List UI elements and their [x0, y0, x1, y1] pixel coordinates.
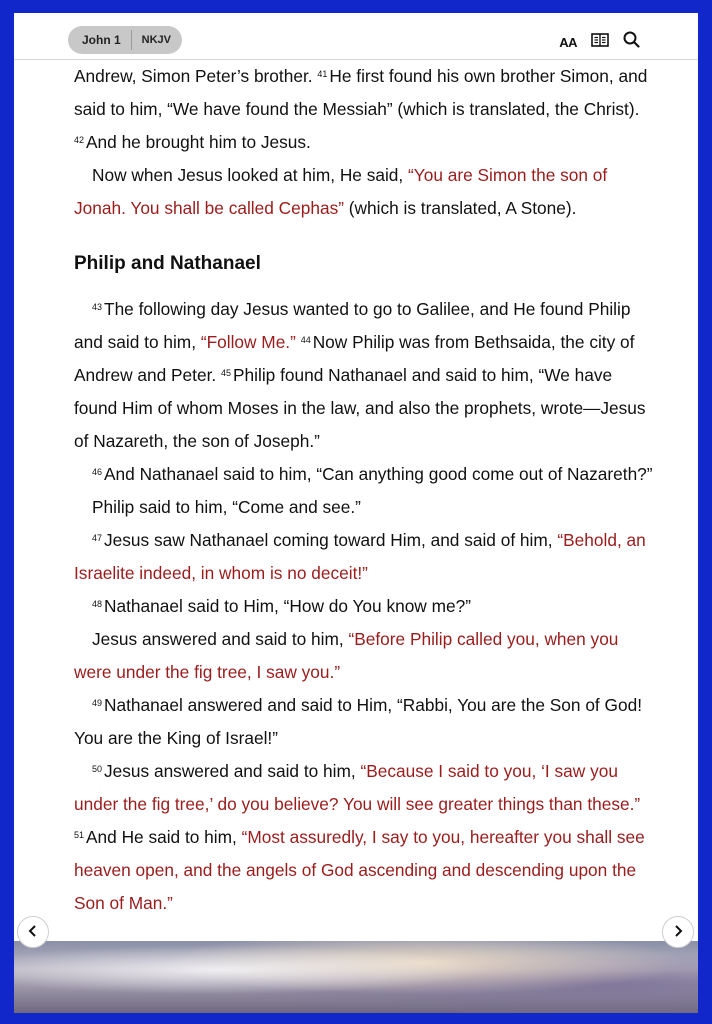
verse-text: Philip said to him, “Come and see.” [92, 497, 361, 517]
text-size-button[interactable]: AA [559, 34, 577, 50]
verse-number: 41 [317, 69, 328, 79]
reader-window [14, 13, 698, 1013]
verse-paragraph [74, 623, 654, 689]
verse-number: 42 [74, 135, 85, 145]
verse-text: He first found his own brother Simon, and said to him, “We have found the Messiah” (which is translated, the Christ). [74, 66, 648, 119]
verse-paragraph [74, 159, 654, 225]
verse-paragraph [74, 293, 654, 458]
verse-paragraph [74, 491, 654, 524]
words-of-jesus: “Most assuredly, I say to you, hereafter you shall see heaven open, and the angels of God ascending and descending upon the Son of Man.” [74, 827, 645, 913]
previous-chapter-button[interactable] [17, 916, 49, 948]
passage-before-heading [74, 60, 654, 225]
verse-number: 46 [92, 467, 103, 477]
words-of-jesus: “Because I said to you, ‘I saw you under the fig tree,’ do you believe? You will see greater things than these.” [74, 761, 641, 814]
verse-number: 49 [92, 698, 103, 708]
version-selector-button[interactable]: NKJV [141, 34, 172, 46]
verse-text: Andrew, Simon Peter’s brother. [74, 66, 318, 86]
verse-text: Now when Jesus looked at him, He said, [92, 165, 409, 185]
scripture-text [74, 60, 654, 920]
verse-text: And Nathanael said to him, “Can anything good come out of Nazareth?” [104, 464, 653, 484]
verse-text: Philip found Nathanael and said to him, “We have found Him of whom Moses in the law, and also the prophets, wrote—Jesus of Nazareth, the son of Joseph.” [74, 365, 646, 451]
words-of-jesus: “Behold, an Israelite indeed, in whom is no deceit!” [74, 530, 646, 583]
words-of-jesus: “Before Philip called you, when you were under the fig tree, I saw you.” [74, 629, 619, 682]
toolbar-actions [559, 31, 640, 53]
chevron-left-icon [27, 921, 39, 944]
verse-text: Jesus answered and said to him, [92, 629, 349, 649]
verse-text [296, 332, 301, 352]
verse-number: 45 [220, 368, 231, 378]
verse-number: 50 [92, 764, 103, 774]
verse-number: 47 [92, 533, 103, 543]
verse-paragraph [74, 689, 654, 755]
search-icon[interactable] [623, 31, 640, 53]
verse-text: Nathanael said to Him, “How do You know me?” [104, 596, 471, 616]
verse-paragraph [74, 60, 654, 159]
verse-text: Now Philip was from Bethsaida, the city of Andrew and Peter. [74, 332, 635, 385]
sky-banner-image [14, 941, 698, 1013]
verse-paragraph [74, 755, 654, 920]
verse-paragraph [74, 458, 654, 491]
verse-number: 51 [74, 830, 85, 840]
words-of-jesus: “You are Simon the son of Jonah. You shall be called Cephas” [74, 165, 608, 218]
words-of-jesus: “Follow Me.” [200, 332, 296, 352]
reader-toolbar [14, 13, 698, 60]
verse-text: And he brought him to Jesus. [86, 132, 311, 152]
next-chapter-button[interactable] [662, 916, 694, 948]
verse-number: 43 [92, 302, 103, 312]
parallel-view-icon[interactable] [591, 33, 609, 52]
verse-number: 44 [300, 335, 311, 345]
verse-text: Jesus saw Nathanael coming toward Him, and said of him, [104, 530, 558, 550]
verse-text: And He said to him, [86, 827, 242, 847]
verse-text: Jesus answered and said to him, [104, 761, 361, 781]
verse-paragraph [74, 590, 654, 623]
chapter-version-selector [68, 26, 182, 54]
passage-after-heading [74, 293, 654, 920]
chevron-right-icon [672, 921, 684, 944]
chapter-selector-button[interactable]: John 1 [68, 30, 132, 50]
verse-paragraph [74, 524, 654, 590]
verse-text: (which is translated, A Stone). [343, 198, 577, 218]
verse-text: The following day Jesus wanted to go to Galilee, and He found Philip and said to him, [74, 299, 631, 352]
verse-number: 48 [92, 599, 103, 609]
verse-text: Nathanael answered and said to Him, “Rabbi, You are the Son of God! You are the King of Israel!” [74, 695, 642, 748]
section-heading: Philip and Nathanael [74, 253, 261, 274]
